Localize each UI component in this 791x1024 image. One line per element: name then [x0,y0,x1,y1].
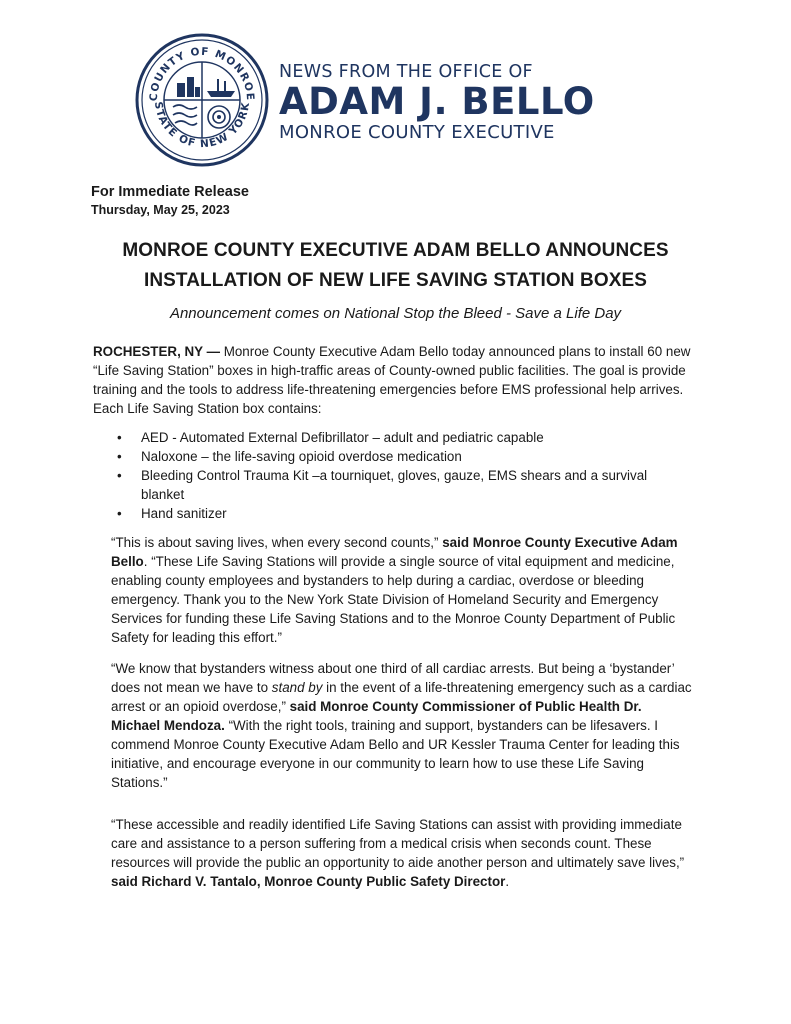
intro-paragraph [93,342,693,418]
monroe-county-seal-icon [135,33,269,167]
quote-attribution: said Monroe County Executive Adam Bello [111,535,678,569]
bullet-icon: • [117,506,122,521]
quote-executive: “This is about saving lives, when every second counts,” said Monroe County Executive Adam Bello. “These Life Saving Stations will provide a single source of vital equipment and medicine, enabling county employees and bystanders to help during a cardiac, overdose or bleeding emergency. Thank you to the New York State Division of Homeland Security and Emergency Services for funding these Life Saving Stations and to the Monroe County Department of Public Safety for leading this effort.” [111,535,678,645]
masthead-name: ADAM J. BELLO [279,80,595,123]
subheadline: Announcement comes on National Stop the Bleed - Save a Life Day [169,305,622,322]
masthead-title: MONROE COUNTY EXECUTIVE [279,122,555,143]
list-item: • Hand sanitizer [117,506,227,521]
dateline: ROCHESTER, NY — [93,344,220,359]
release-label: For Immediate Release [91,184,249,200]
headline-line-1: MONROE COUNTY EXECUTIVE ADAM BELLO ANNOUNCES [122,240,669,261]
station-contents-list [117,428,687,523]
emphasis-text: stand by [271,680,323,695]
bullet-icon: • [117,449,122,464]
quote-attribution: said Monroe County Commissioner of Public Health Dr. Michael Mendoza. [111,699,642,733]
list-item: • Naloxone – the life-saving opioid overdose medication [117,449,462,464]
svg-text:COUNTY OF MONROE: COUNTY OF MONROE [147,45,257,102]
headline [60,236,731,296]
bullet-icon: • [117,430,122,445]
quote-public-safety: “These accessible and readily identified Life Saving Stations can assist with providing immediate care and assistance to a person suffering from a medical crisis when seconds count. These resources will provide the public an opportunity to aide another person and ultimately save lives,” said Richard V. Tantalo, Monroe County Public Safety Director. [111,817,685,889]
quote-attribution: said Richard V. Tantalo, Monroe County Public Safety Director [111,874,506,889]
svg-text:STATE OF NEW YORK: STATE OF NEW YORK [151,100,253,151]
bullet-icon: • [117,468,122,483]
intro-text: Monroe County Executive Adam Bello today announced plans to install 60 new “Life Saving Station” boxes in high-traffic areas of County-owned public facilities. The goal is provide training and the tools to address life-threatening emergencies before EMS professional help arrives. Each Life Saving Station box contains: [93,344,691,416]
list-item: • Bleeding Control Trauma Kit –a tourniquet, gloves, gauze, EMS shears and a survival blanket [117,468,648,502]
release-info [91,183,249,219]
release-date: Thursday, May 25, 2023 [91,203,230,217]
masthead [279,62,595,144]
quote-public-health: “We know that bystanders witness about one third of all cardiac arrests. But being a ‘bystander’ does not mean we have to stand by in the event of a life-threatening emergency such as a cardiac arrest or an opioid overdose,” said Monroe County Commissioner of Public Health Dr. Michael Mendoza. “With the right tools, training and support, bystanders can be lifesavers. I commend Monroe County Executive Adam Bello and UR Kessler Trauma Center for leading this initiative, and encourage everyone in our community to learn how to use these Life Saving Stations.” [111,661,692,790]
headline-line-2: INSTALLATION OF NEW LIFE SAVING STATION BOXES [143,270,648,291]
masthead-line-office: NEWS FROM THE OFFICE OF [279,62,533,82]
list-item: • AED - Automated External Defibrillator – adult and pediatric capable [117,430,544,445]
